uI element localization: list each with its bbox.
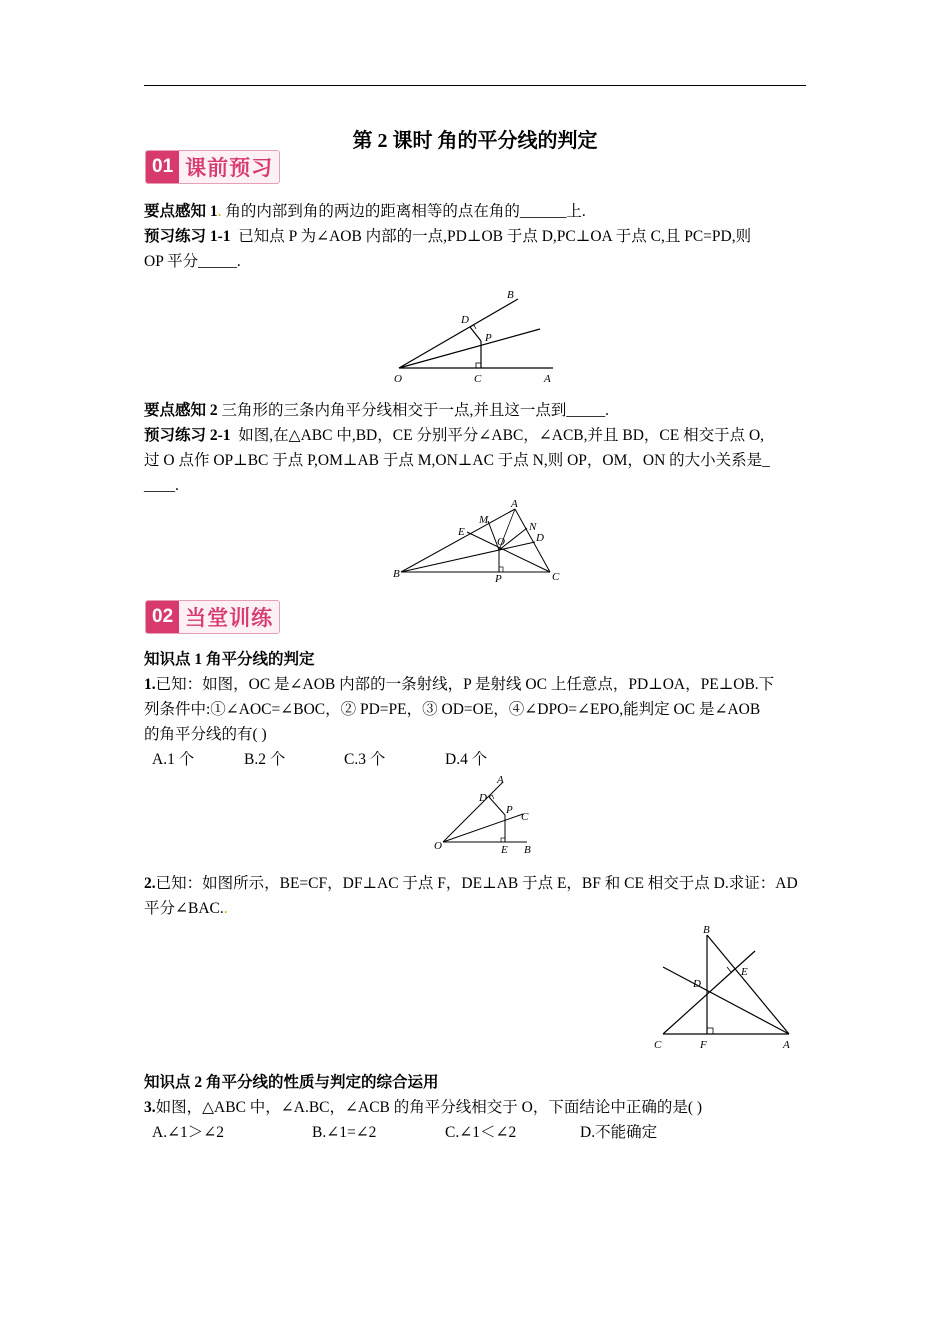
label-e: E bbox=[501, 844, 508, 856]
label-p: P bbox=[495, 573, 502, 585]
label-n: N bbox=[529, 521, 537, 533]
exercise-2-1 bbox=[144, 423, 808, 498]
question-1-line3: 的角平分线的有( ) bbox=[144, 726, 267, 743]
question-3-number: 3. bbox=[144, 1099, 156, 1116]
question-1-options bbox=[0, 747, 950, 772]
section-label: 课前预习 bbox=[179, 151, 279, 183]
exercise-2-1-line1: 如图,在△ABC 中,BD，CE 分别平分∠ABC，∠ACB,并且 BD，CE 相交于点 O, bbox=[238, 427, 765, 444]
label-c: C bbox=[654, 1039, 662, 1051]
option-c[interactable]: C.∠1＜∠2 bbox=[445, 1124, 517, 1141]
label-p: P bbox=[506, 804, 513, 816]
question-1 bbox=[144, 672, 808, 747]
option-c[interactable]: C.3 个 bbox=[344, 751, 386, 768]
section-number: 01 bbox=[146, 151, 179, 183]
knowledge-point-2: 知识点 2 角平分线的性质与判定的综合运用 bbox=[144, 1074, 439, 1091]
exercise-1-1-head: 预习练习 1-1 bbox=[144, 228, 231, 245]
question-1-line1: 已知：如图，OC 是∠AOB 内部的一条射线，P 是射线 OC 上任意点，PD⊥OA，PE⊥OB.下 bbox=[155, 676, 775, 693]
exercise-1-1-line1: 已知点 P 为∠AOB 内部的一点,PD⊥OB 于点 D,PC⊥OA 于点 C,且 PC=PD,则 bbox=[238, 228, 752, 245]
figure-ray-bisector bbox=[430, 775, 540, 857]
key-point-1-head: 要点感知 1 bbox=[144, 203, 218, 220]
figure-proof-triangle bbox=[650, 920, 800, 1055]
question-2-line1: 已知：如图所示，BE=CF，DF⊥AC 于点 F，DE⊥AB 于点 E，BF 和 CE 相交于点 D.求证：AD bbox=[155, 875, 798, 892]
key-point-1: 要点感知 1. 角的内部到角的两边的距离相等的点在角的______上. bbox=[144, 203, 586, 220]
label-a: A bbox=[511, 498, 518, 510]
label-f: F bbox=[700, 1039, 707, 1051]
label-e: E bbox=[458, 526, 465, 538]
question-3 bbox=[144, 1095, 808, 1120]
page-title: 第 2 课时 角的平分线的判定 bbox=[352, 130, 598, 152]
label-e: E bbox=[741, 966, 748, 978]
knowledge-point-1: 知识点 1 角平分线的判定 bbox=[144, 651, 315, 668]
label-o: O bbox=[394, 373, 402, 385]
question-1-number: 1. bbox=[144, 676, 156, 693]
question-3-options bbox=[0, 1120, 950, 1145]
label-o: O bbox=[434, 840, 442, 852]
section-badge-training bbox=[145, 600, 280, 634]
label-c: C bbox=[521, 811, 529, 823]
key-point-2-text: 三角形的三条内角平分线相交于一点,并且这一点到_____. bbox=[221, 402, 610, 419]
question-3-line1: 如图，△ABC 中，∠A.BC，∠ACB 的角平分线相交于 O，下面结论中正确的是( ) bbox=[155, 1099, 703, 1116]
label-d: D bbox=[461, 314, 469, 326]
option-a[interactable]: A.∠1＞∠2 bbox=[152, 1124, 225, 1141]
section-badge-preview bbox=[145, 150, 280, 184]
key-point-2-head: 要点感知 2 bbox=[144, 402, 218, 419]
option-d[interactable]: D.4 个 bbox=[445, 751, 488, 768]
label-a: A bbox=[544, 373, 551, 385]
option-b[interactable]: B.2 个 bbox=[244, 751, 286, 768]
label-d: D bbox=[693, 978, 701, 990]
question-2-number: 2. bbox=[144, 875, 156, 892]
question-2: 2.已知：如图所示，BE=CF，DF⊥AC 于点 F，DE⊥AB 于点 E，BF 和 CE 相交于点 D.求证：AD 平分∠BAC.. bbox=[144, 875, 798, 917]
exercise-1-1 bbox=[144, 224, 808, 274]
question-2-line2: 平分∠BAC. bbox=[144, 900, 224, 917]
section-number: 02 bbox=[146, 601, 179, 633]
figure-angle-bisector-1 bbox=[390, 283, 565, 388]
section-label: 当堂训练 bbox=[179, 601, 279, 633]
label-o: O bbox=[497, 536, 505, 548]
label-m: M bbox=[479, 514, 489, 526]
figure-triangle-incenter bbox=[390, 495, 570, 587]
label-p: P bbox=[485, 332, 492, 344]
exercise-2-1-head: 预习练习 2-1 bbox=[144, 427, 231, 444]
option-d[interactable]: D.不能确定 bbox=[580, 1124, 658, 1141]
label-a: A bbox=[783, 1039, 790, 1051]
question-1-line2: 列条件中:①∠AOC=∠BOC，② PD=PE，③ OD=OE，④∠DPO=∠EPO,能判定 OC 是∠AOB bbox=[144, 701, 761, 718]
exercise-2-1-line2: 过 O 点作 OP⊥BC 于点 P,OM⊥AB 于点 M,ON⊥AC 于点 N,则 OP，OM，ON 的大小关系是_ bbox=[144, 452, 770, 469]
key-point-2 bbox=[144, 398, 808, 423]
label-d: D bbox=[479, 792, 487, 804]
label-a: A bbox=[497, 775, 504, 786]
top-rule bbox=[144, 85, 806, 86]
option-a[interactable]: A.1 个 bbox=[152, 751, 195, 768]
label-b: B bbox=[703, 924, 710, 936]
label-b: B bbox=[524, 844, 531, 856]
label-c: C bbox=[552, 571, 560, 583]
label-b: B bbox=[507, 289, 514, 301]
key-point-1-text: 角的内部到角的两边的距离相等的点在角的______上. bbox=[225, 203, 586, 220]
label-c: C bbox=[474, 373, 482, 385]
option-b[interactable]: B.∠1=∠2 bbox=[312, 1124, 377, 1141]
exercise-1-1-line2: OP 平分_____. bbox=[144, 253, 241, 270]
label-b: B bbox=[393, 568, 400, 580]
label-d: D bbox=[536, 532, 544, 544]
exercise-2-1-line3: ____. bbox=[144, 477, 179, 494]
